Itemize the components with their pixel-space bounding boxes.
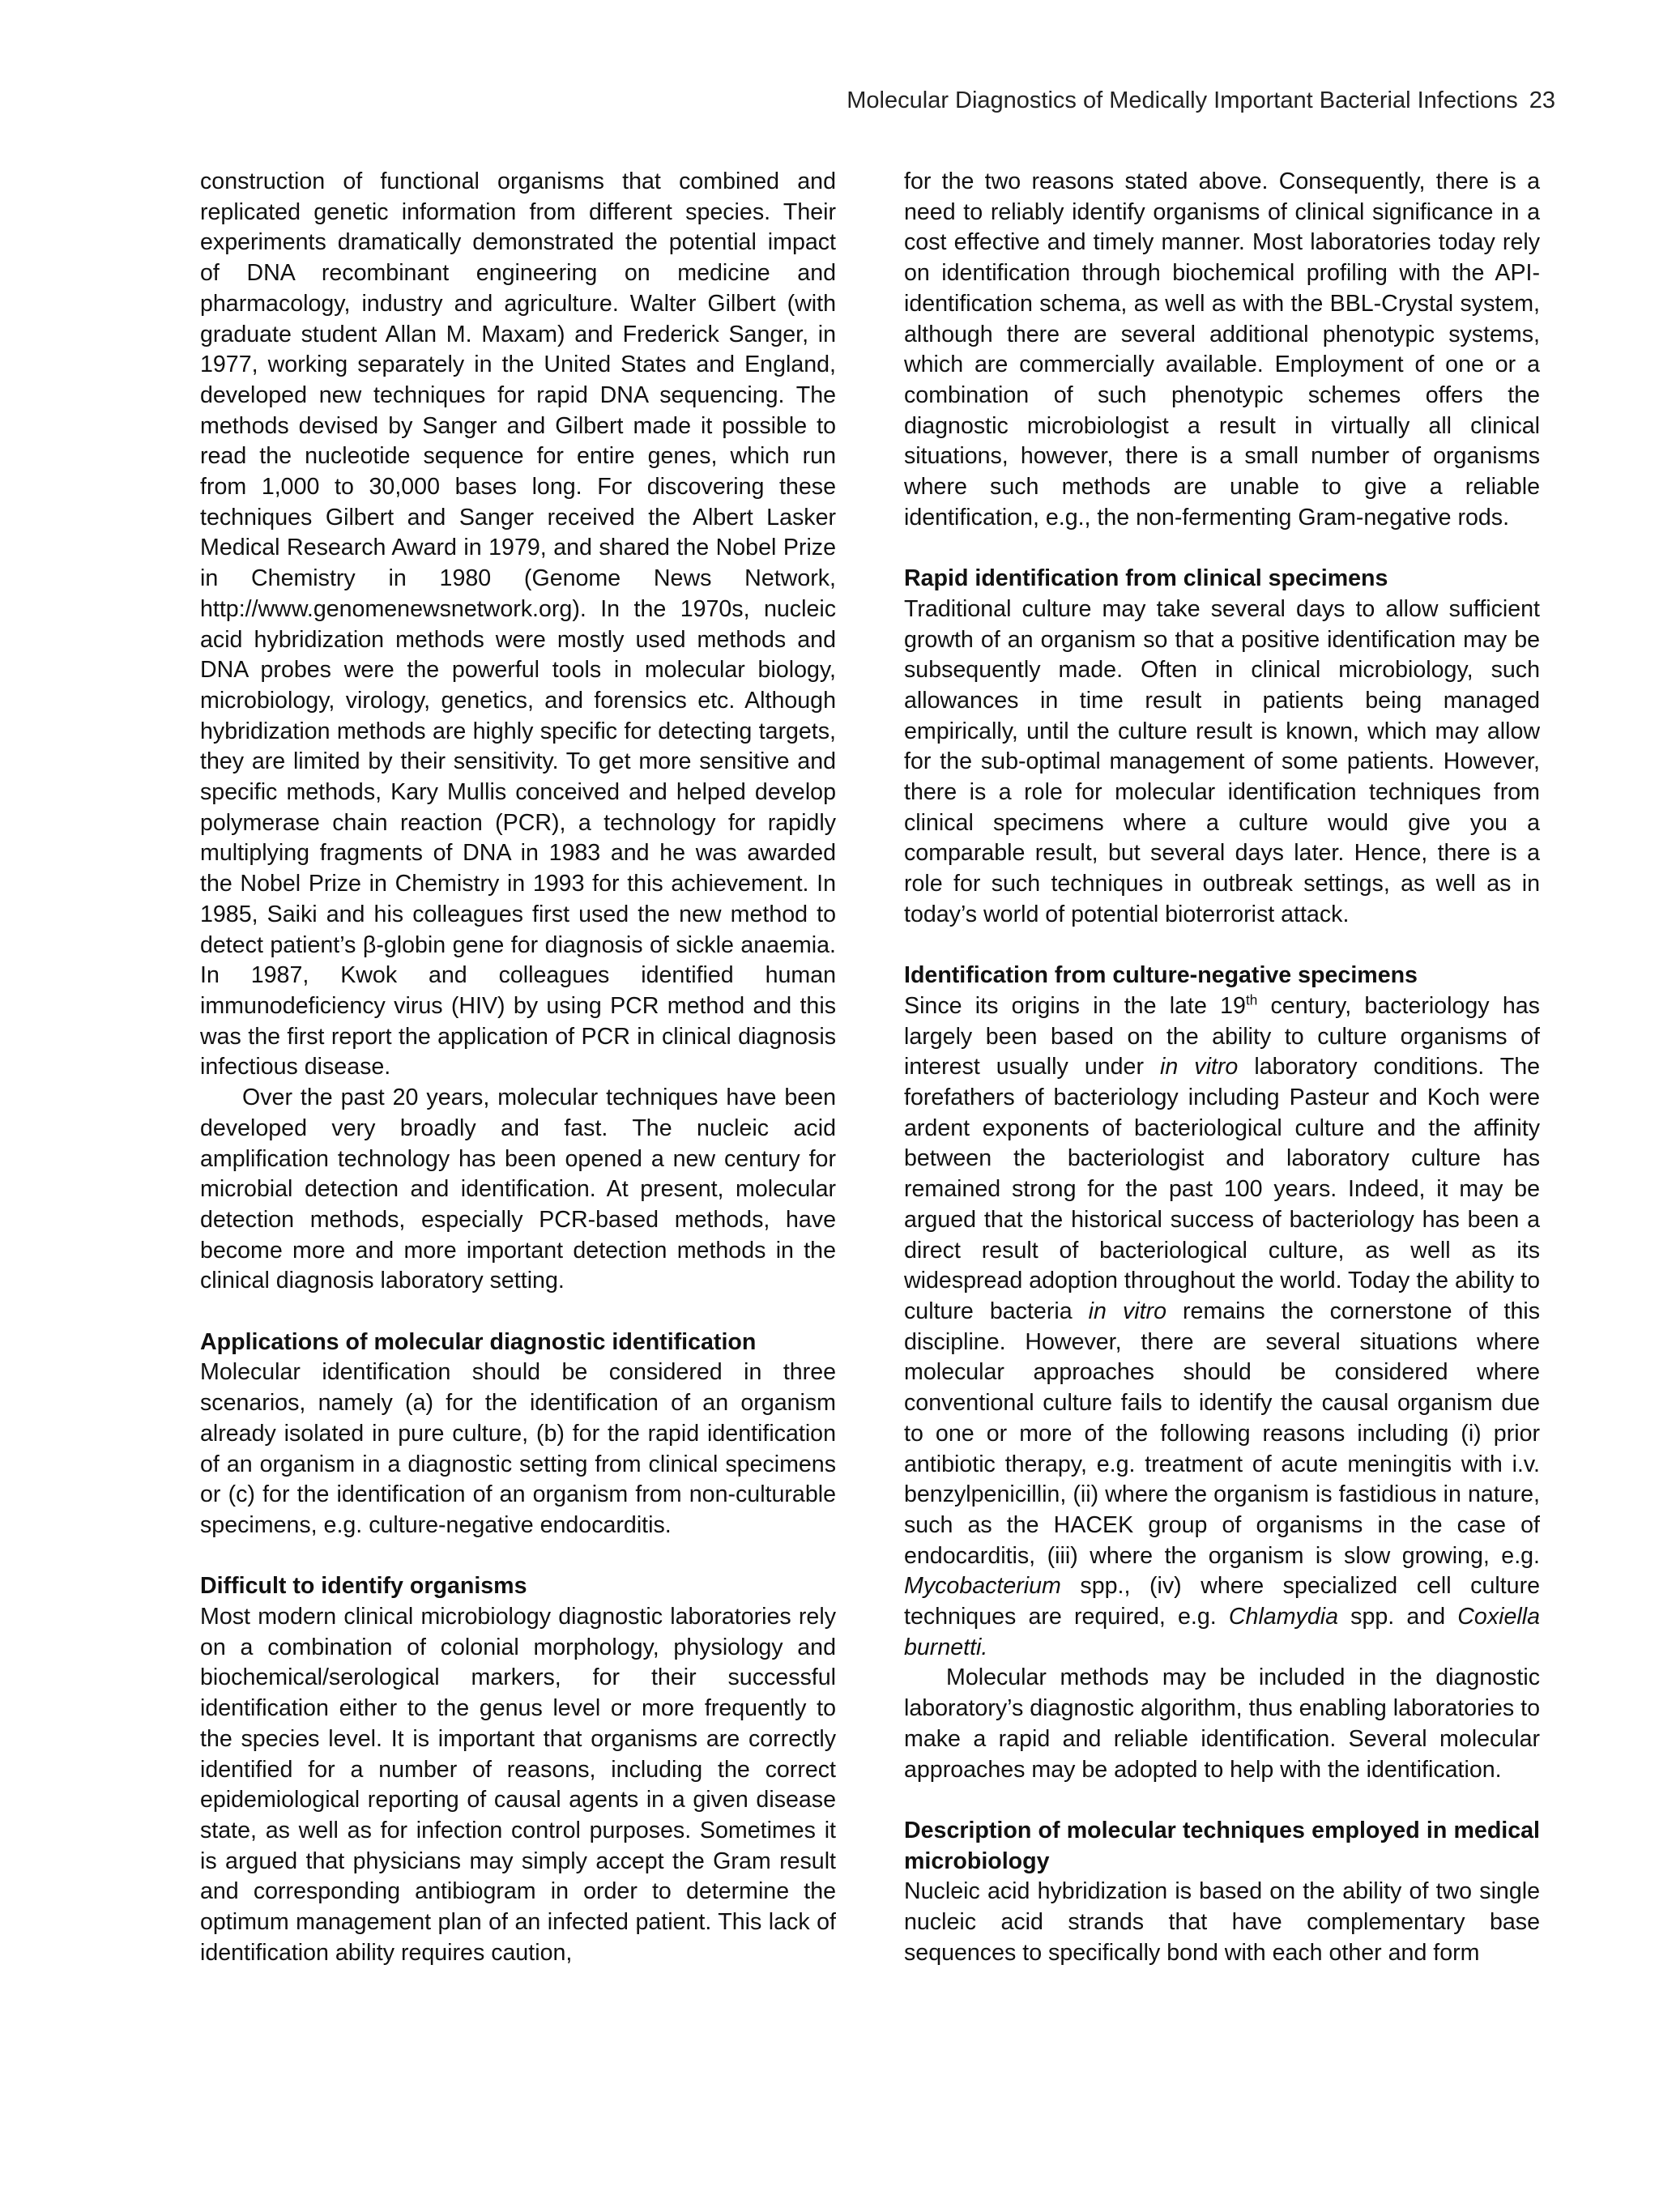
paragraph: for the two reasons stated above. Consequently, there is a need to reliably identify organisms of clinical significance in a cost effective and timely manner. Most laboratories today rely on identification through biochemical profiling with the API-identification schema, as well as with the BBL-Crystal system, although there are several additional phenotypic systems, which are commercially available. Employment of one or a combination of such phenotypic schemes offers the diagnostic microbiologist a result in virtually all clinical situations, however, there is a small number of organisms where such methods are unable to give a reliable identification, e.g., the non-fermenting Gram-negative rods. [904, 168, 1540, 531]
italic-term: Coxiella burnetti. [904, 1604, 1540, 1660]
paragraph: Over the past 20 years, molecular techniques have been developed very broadly and fast. The nucleic acid amplification technology has been opened a new century for microbial detection and identification. At present, molecular detection methods, especially PCR-based methods, have become more and more important detection methods in the clinical diagnosis laboratory setting. [200, 1085, 836, 1294]
section-gap [200, 1297, 836, 1328]
section-gap [904, 1785, 1540, 1816]
paragraph: Nucleic acid hybridization is based on the ability of two single nucleic acid strands that have complementary base sequences to specifically bond with each other and form [904, 1878, 1540, 1966]
section-gap [904, 533, 1540, 564]
text-run: spp. and [1337, 1604, 1458, 1630]
paragraph: construction of functional organisms that combined and replicated genetic information from different species. Their experiments dramatically demonstrated the potential impact of DNA recombinant engineering on medicine and pharmacology, industry and agriculture. Walter Gilbert (with graduate student Allan M. Maxam) and Frederick Sanger, in 1977, working separately in the United States and England, developed new techniques for rapid DNA sequencing. The methods devised by Sanger and Gilbert made it possible to read the nucleotide sequence for entire genes, which run from 1,000 to 30,000 bases long. For discovering these techniques Gilbert and Sanger received the Albert Lasker Medical Research Award in 1979, and shared the Nobel Prize in Chemistry in 1980 (Genome News Network, http://www.genomenewsnetwork.org). In the 1970s, nucleic acid hybridization methods were mostly used methods and DNA probes were the powerful tools in molecular biology, microbiology, virology, genetics, and forensics etc. Although hybridization methods are highly specific for detecting targets, they are limited by their sensitivity. To get more sensitive and specific methods, Kary Mullis conceived and helped develop polymerase chain reaction (PCR), a technology for rapidly multiplying fragments of DNA in 1983 and he was awarded the Nobel Prize in Chemistry in 1993 for this achievement. In 1985, Saiki and his colleagues first used the new method to detect patient’s β-globin gene for diagnosis of sickle anaemia. In 1987, Kwok and colleagues identified human immunodeficiency virus (HIV) by using PCR method and this was the first report the application of PCR in clinical diagnosis infectious disease. [200, 168, 836, 1080]
section-heading: Rapid identification from clinical specimens [904, 565, 1388, 592]
section-heading: Difficult to identify organisms [200, 1573, 527, 1600]
paragraph: Traditional culture may take several days to allow sufficient growth of an organism so that a positive identification may be subsequently made. Often in clinical microbiology, such allowances in time result in patients being managed empirically, until the culture result is known, which may allow for the sub-optimal management of some patients. However, there is a role for molecular identification techniques from clinical specimens where a culture would give you a comparable result, but several days later. Hence, there is a role for such techniques in outbreak settings, as well as in today’s world of potential bioterrorist attack. [904, 595, 1540, 927]
text-run: spp., (iv) where specialized cell culture techniques are required, e.g. [904, 1573, 1540, 1630]
paragraph: Molecular methods may be included in the diagnostic laboratory’s diagnostic algorithm, thus enabling laboratories to make a rapid and reliable identification. Several molecular approaches may be adopted to help with the identification. [904, 1664, 1540, 1783]
section-gap [200, 1541, 836, 1572]
section-heading: Identification from culture-negative specimens [904, 962, 1418, 989]
section-heading: Description of molecular techniques employed in medical microbiology [904, 1817, 1540, 1874]
text-run: remains the cornerstone of this discipline. However, there are several situations where molecular approaches should be considered where conventional culture fails to identify the causal organism due to one or more of the following reasons including (i) prior antibiotic therapy, e.g. treatment of acute meningitis with i.v. benzylpenicillin, (ii) where the organism is fastidious in nature, such as the HACEK group of organisms in the case of endocarditis, (iii) where the organism is slow growing, e.g. [904, 1298, 1541, 1569]
page-number: 23 [1529, 87, 1555, 113]
italic-term: Chlamydia [1228, 1604, 1338, 1630]
paragraph [904, 991, 1540, 1663]
italic-term: in vitro [1160, 1054, 1239, 1080]
running-header [847, 87, 1555, 114]
superscript: th [1245, 991, 1258, 1008]
section-heading: Applications of molecular diagnostic identification [200, 1328, 757, 1355]
text-run: Since its origins in the late 19 [904, 992, 1246, 1019]
running-title: Molecular Diagnostics of Medically Important Bacterial Infections [847, 87, 1518, 113]
paragraph: Most modern clinical microbiology diagnostic laboratories rely on a combination of colonial morphology, physiology and biochemical/serological markers, for their successful identification either to the genus level or more frequently to the species level. It is important that organisms are correctly identified for a number of reasons, including the correct epidemiological reporting of causal agents in a given disease state, as well as for infection control purposes. Sometimes it is argued that physicians may simply accept the Gram result and corresponding antibiogram in order to determine the optimum management plan of an infected patient. This lack of identification ability requires caution, [200, 1604, 836, 1966]
left-column [200, 167, 836, 1968]
right-column [904, 167, 1540, 1968]
italic-term: in vitro [1088, 1298, 1166, 1324]
text-run: century, bacteriology has largely been based on the ability to culture organisms of interest usually under [904, 992, 1540, 1080]
paragraph: Molecular identification should be considered in three scenarios, namely (a) for the identification of an organism already isolated in pure culture, (b) for the rapid identification of an organism in a diagnostic setting from clinical specimens or (c) for the identification of an organism from non-culturable specimens, e.g. culture-negative endocarditis. [200, 1359, 836, 1538]
text-run: laboratory conditions. The forefathers of bacteriology including Pasteur and Koch were ardent exponents of bacteriological culture and the affinity between the bacteriologist and laboratory culture has remained strong for the past 100 years. Indeed, it may be argued that the historical success of bacteriology has been a direct result of bacteriological culture, as well as its widespread adoption throughout the world. Today the ability to culture bacteria [904, 1054, 1541, 1324]
section-gap [904, 931, 1540, 961]
italic-term: Mycobacterium [904, 1573, 1061, 1600]
